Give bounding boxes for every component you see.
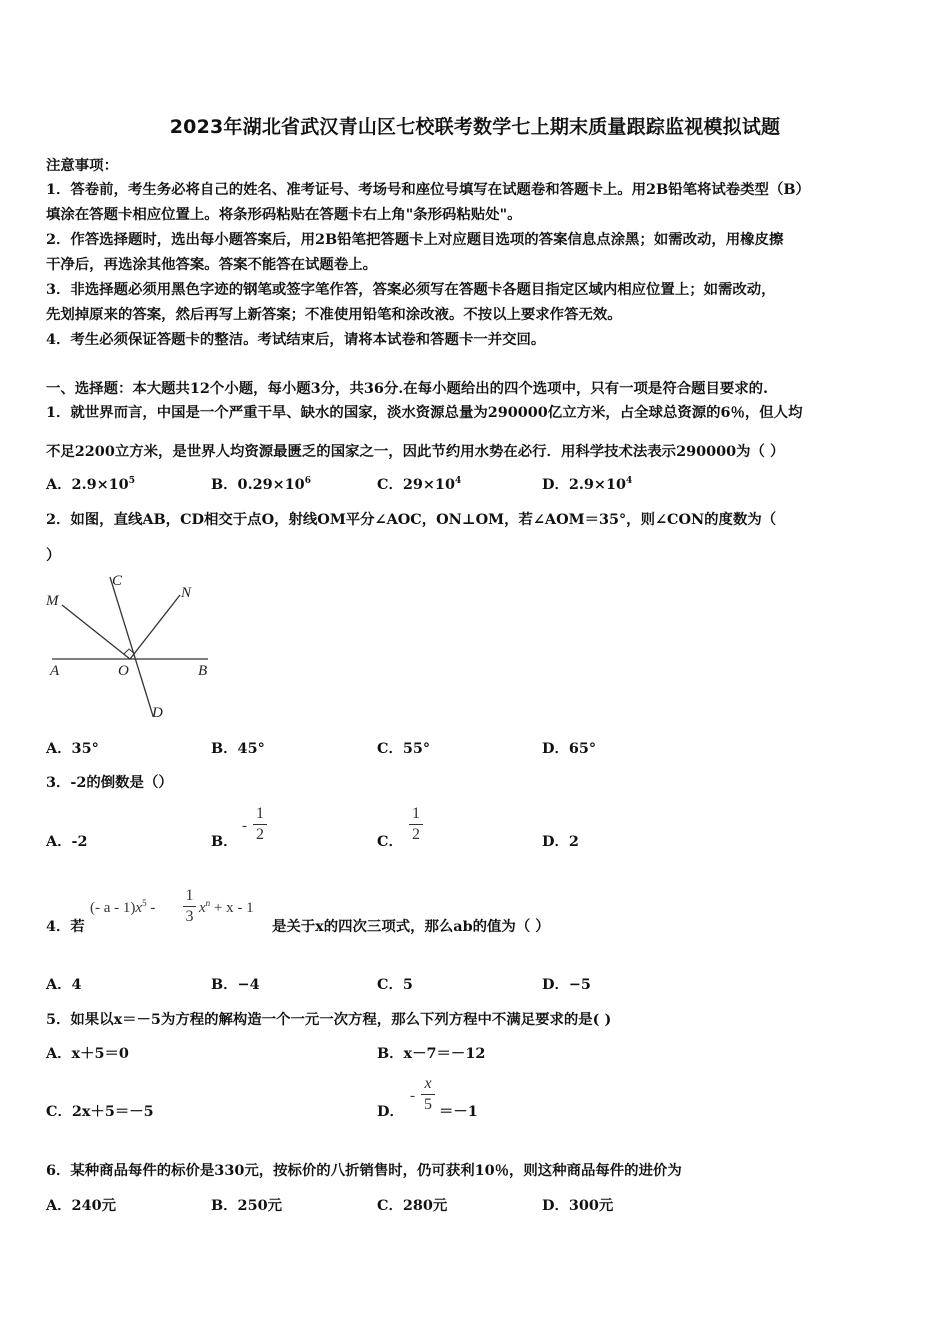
ray-om bbox=[62, 605, 130, 659]
question-4-suffix: 是关于x的四次三项式，那么ab的值为（ ） bbox=[272, 918, 550, 935]
ray-on bbox=[130, 595, 180, 659]
option-b: B．250元 bbox=[211, 1197, 282, 1214]
option-a: A．-2 bbox=[46, 833, 88, 850]
option-b: B． bbox=[211, 833, 238, 850]
page-title: 2023年湖北省武汉青山区七校联考数学七上期末质量跟踪监视模拟试题 bbox=[169, 116, 781, 138]
question-4-expression-tail: $x^n + x - 1$ bbox=[199, 898, 254, 916]
question-1-line2: 不足2200立方米，是世界人均资源最匮乏的国家之一，因此节约用水势在必行．用科学技术法表示290000为（ ） bbox=[46, 443, 785, 460]
question-4-expression: (- a - $1)x^5$ - bbox=[90, 898, 156, 916]
question-3-stem: 3．-2的倒数是（） bbox=[46, 774, 173, 791]
notes-line: 填涂在答题卡相应位置上。将条形码粘贴在答题卡右上角"条形码粘贴处"。 bbox=[46, 206, 522, 223]
option-c: C．2x＋5＝－5 bbox=[46, 1103, 154, 1120]
option-c: C． bbox=[377, 833, 403, 850]
option-c: C．$29\times 10^4$ bbox=[377, 476, 462, 493]
label-m: M bbox=[46, 593, 59, 609]
notes-line: 4．考生必须保证答题卡的整洁。考试结束后，请将本试卷和答题卡一并交回。 bbox=[46, 331, 546, 348]
option-d-sign: - bbox=[410, 1088, 415, 1104]
notes-line: 干净后，再选涂其他答案。答案不能答在试题卷上。 bbox=[46, 256, 377, 273]
question-5-stem: 5．如果以x＝－5为方程的解构造一个一元一次方程，那么下列方程中不满足要求的是( ) bbox=[46, 1011, 612, 1028]
option-c: C．5 bbox=[377, 976, 413, 993]
option-d: D． bbox=[377, 1103, 404, 1120]
option-a: A．$2.9\times 10^5$ bbox=[46, 476, 135, 493]
option-d: D．2 bbox=[542, 833, 579, 850]
notes-line: 2．作答选择题时，选出每小题答案后，用2B铅笔把答题卡上对应题目选项的答案信息点涂黑；如需改动，用橡皮擦 bbox=[46, 231, 784, 248]
label-a: A bbox=[50, 663, 60, 679]
option-b: B．−4 bbox=[211, 976, 260, 993]
option-d: D．65° bbox=[542, 740, 597, 757]
notes-line: 先划掉原来的答案，然后再写上新答案；不准使用铅笔和涂改液。不按以上要求作答无效。 bbox=[46, 306, 622, 323]
question-4-prefix: 4．若 bbox=[46, 918, 85, 935]
option-b: B．x－7＝－12 bbox=[377, 1045, 486, 1062]
option-d: D．300元 bbox=[542, 1197, 614, 1214]
label-o: O bbox=[118, 663, 129, 679]
notes-line: 3．非选择题必须用黑色字迹的钢笔或签字笔作答，答案必须写在答题卡各题目指定区域内相应位置上；如需改动， bbox=[46, 281, 776, 298]
option-d: D．$2.9\times 10^4$ bbox=[542, 476, 633, 493]
question-1-line1: 1．就世界而言，中国是一个严重干旱、缺水的国家，淡水资源总量为290000亿立方米，占全球总资源的6％，但人均 bbox=[46, 404, 803, 421]
option-c: C．55° bbox=[377, 740, 431, 757]
option-c: C．280元 bbox=[377, 1197, 448, 1214]
label-n: N bbox=[181, 585, 192, 601]
question-2-line1: 2．如图，直线AB，CD相交于点O，射线OM平分∠AOC，ON⊥OM，若∠AOM＝35°，则∠CON的度数为（ bbox=[46, 511, 777, 528]
question-6-stem: 6．某种商品每件的标价是330元，按标价的八折销售时，仍可获利10％，则这种商品每件的进价为 bbox=[46, 1162, 682, 1179]
option-a: A．240元 bbox=[46, 1197, 116, 1214]
label-b: B bbox=[198, 663, 208, 679]
option-b: B．$0.29\times 10^6$ bbox=[211, 476, 311, 493]
section-heading: 一、选择题：本大题共12个小题，每小题3分，共36分.在每小题给出的四个选项中，只有一项是符合题目要求的. bbox=[46, 380, 769, 397]
question-2-line2: ） bbox=[46, 547, 61, 564]
option-a: A．4 bbox=[46, 976, 82, 993]
option-a: A．35° bbox=[46, 740, 99, 757]
notes-line: 1．答卷前，考生务必将自己的姓名、准考证号、考场号和座位号填写在试题卷和答题卡上。用2B铅笔将试卷类型（B） bbox=[46, 181, 810, 198]
option-c-fraction: 1 2 bbox=[409, 805, 423, 844]
option-a: A．x＋5＝0 bbox=[46, 1045, 129, 1062]
geometry-figure bbox=[40, 565, 220, 725]
line-cd bbox=[110, 577, 153, 716]
option-b-fraction: 1 2 bbox=[253, 805, 267, 844]
option-d-tail: ＝－1 bbox=[439, 1103, 478, 1120]
option-b-sign: - bbox=[242, 818, 247, 834]
question-4-fraction: 1 3 bbox=[183, 887, 196, 926]
label-c: C bbox=[112, 573, 123, 589]
option-b: B．45° bbox=[211, 740, 265, 757]
notes-heading: 注意事项： bbox=[46, 157, 118, 174]
option-d-fraction: x 5 bbox=[421, 1075, 435, 1114]
option-d: D．−5 bbox=[542, 976, 591, 993]
label-d: D bbox=[152, 705, 163, 721]
